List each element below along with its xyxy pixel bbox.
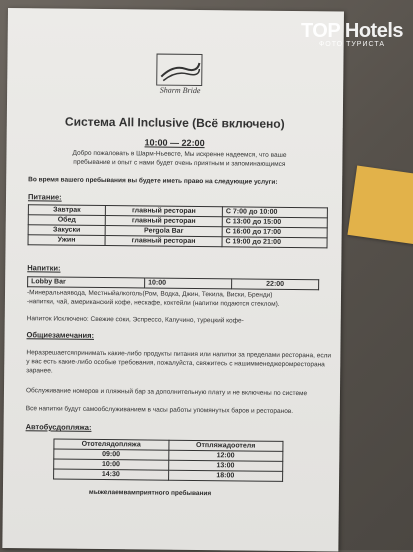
- bus-time: 18:00: [168, 470, 283, 481]
- meal-name: Завтрак: [28, 205, 105, 216]
- meal-time: С 13:00 до 15:00: [222, 217, 327, 228]
- col-beach-to-hotel: Отпляжадоотеля: [168, 440, 283, 451]
- meal-place: главный ресторан: [105, 206, 222, 217]
- hotel-logo: [150, 53, 211, 110]
- closing-text: мыжелаемвамприятного пребывания: [88, 488, 212, 498]
- watermark-brand: TOP Hotels: [300, 20, 404, 42]
- meal-name: Обед: [28, 215, 105, 226]
- meal-time: С 7:00 до 10:00: [222, 207, 327, 218]
- meal-time: С 16:00 до 17:00: [222, 227, 327, 238]
- general-notes-2: Обслуживание номеров и пляжный бар за дополнительную плату и не включены по системе: [25, 387, 308, 398]
- food-heading: Питание:: [27, 192, 62, 202]
- logo-text: Sharm Bride: [159, 85, 201, 96]
- col-hotel-to-beach: Ототелядопляжа: [54, 439, 169, 450]
- general-notes-1: Неразрешаетсяпринимать какие-либо продукты питания или напитки за пределами ресторана, если у вас есть какие-либо особые требования, пожалуйста, свяжитесь с нашимменеджеромресторана заранее.: [26, 349, 332, 375]
- bus-time: 10:00: [54, 459, 169, 470]
- table-row: [28, 235, 327, 248]
- bus-heading: Автобусдопляжа:: [25, 422, 92, 432]
- logo-emblem-icon: [156, 54, 202, 86]
- watermark-subtitle: ФОТО ТУРИСТА: [318, 41, 386, 48]
- meal-place: главный ресторан: [105, 216, 222, 227]
- drinks-exceptions: Напиток Исключено: Свежие соки, Эспрессо, Капучино, турецкий кофе-: [26, 315, 244, 325]
- time-range: 10:00 — 22:00: [144, 137, 205, 149]
- tophotels-watermark: [296, 20, 408, 80]
- sticky-note: [347, 165, 413, 244]
- info-sheet: [2, 8, 344, 551]
- meals-table: [28, 204, 328, 248]
- meal-place: Pergola Bar: [105, 226, 222, 237]
- general-notes-3: Все напитки будут самообслуживанием в часы работы упомянутых баров и ресторанов.: [25, 405, 294, 416]
- welcome-text: Добро пожаловать в Шарм-Ньевсте, Мы искренне надеемся, что ваше пребывание и опыт с нами будет очень приятным и запоминающимся: [72, 149, 287, 168]
- bus-time: 09:00: [54, 449, 169, 460]
- page-title: Система All Inclusive (Всё включено): [64, 114, 285, 131]
- meal-place: главный ресторан: [105, 236, 222, 247]
- bus-time: 13:00: [168, 460, 283, 471]
- drinks-heading: Напитки:: [27, 263, 61, 273]
- drinks-list: -Минеральнаявода, Местныйалкоголь(Ром, Водка, Джин, Текила, Виски, Бренди): [26, 289, 273, 299]
- bar-close-time: 22:00: [232, 279, 319, 290]
- table-row: [54, 469, 283, 481]
- beach-bus-table: [53, 439, 283, 482]
- meal-time: С 19:00 до 21:00: [222, 237, 327, 248]
- bar-name: Lobby Bar: [28, 277, 145, 288]
- services-intro: Во время вашего пребывания вы будете иметь право на следующие услуги:: [28, 176, 278, 186]
- bus-time: 14:30: [54, 469, 169, 480]
- general-heading: Общиезамечания:: [26, 330, 95, 340]
- drinks-list-2: -напитки, чай, американский кофе, нескафе, коктейли (напитки подаются стеклом).: [26, 298, 280, 308]
- bar-open-time: 10:00: [145, 278, 232, 289]
- meal-name: Закуски: [28, 225, 105, 236]
- bus-time: 12:00: [168, 450, 283, 461]
- meal-name: Ужин: [28, 235, 105, 246]
